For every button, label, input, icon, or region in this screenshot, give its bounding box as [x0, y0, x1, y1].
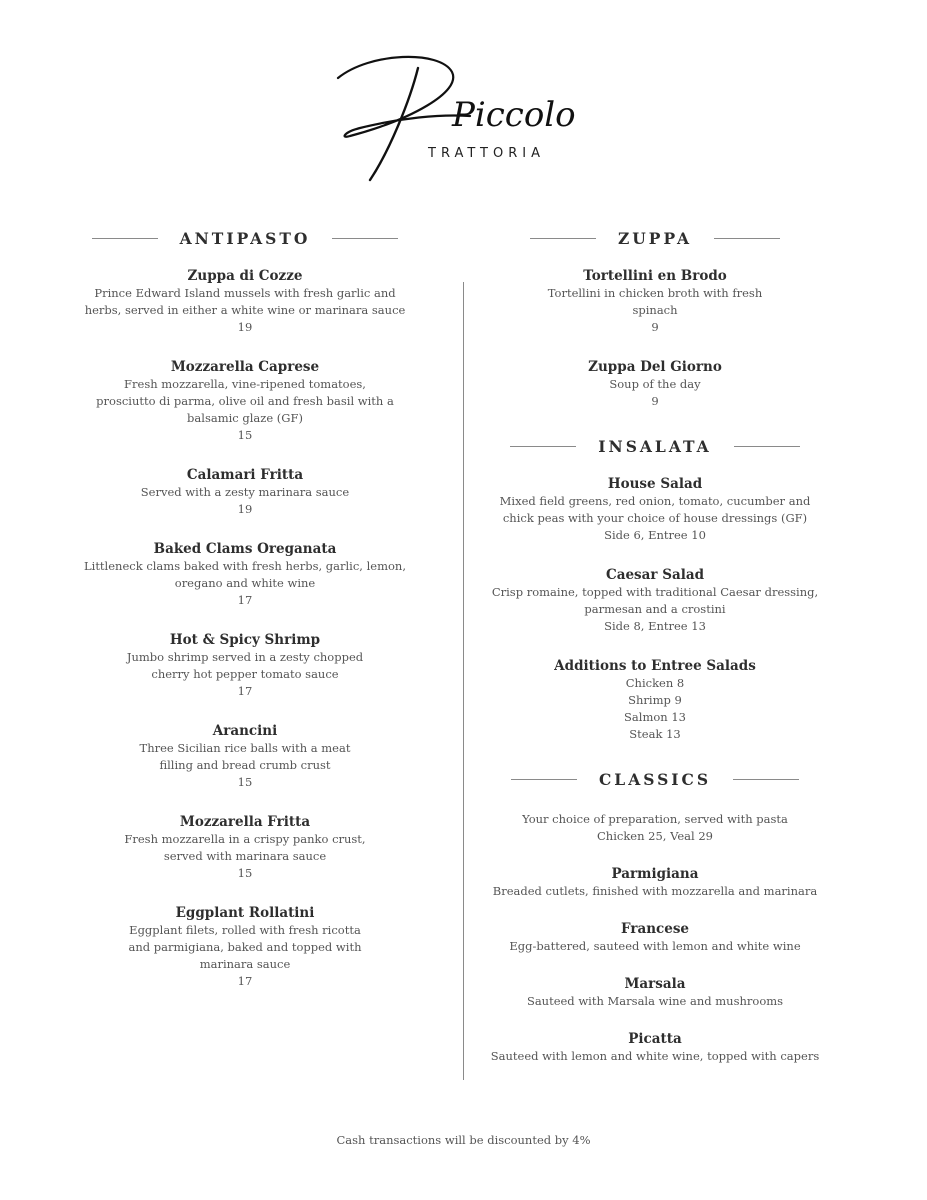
menu-item-description: Fresh mozzarella, vine-ripened tomatoes, — [124, 377, 366, 391]
menu-section-zuppa — [475, 222, 835, 410]
menu-item-description: 9 — [651, 320, 659, 334]
right-column — [475, 222, 835, 1065]
menu-item-description: 15 — [237, 775, 253, 789]
section-rule-left — [511, 779, 577, 780]
menu-item-description: Served with a zesty marinara sauce — [140, 485, 350, 499]
menu-item-description: chick peas with your choice of house dressings (GF) — [502, 511, 808, 525]
menu-section-antipasto — [60, 222, 430, 990]
menu-item-description: and parmigiana, baked and topped with — [128, 940, 362, 954]
menu-item — [60, 540, 430, 609]
menu-item-description: prosciutto di parma, olive oil and fresh basil with a — [96, 394, 394, 408]
menu-item-description: Side 8, Entree 13 — [604, 619, 706, 633]
menu-item-description: herbs, served in either a white wine or marinara sauce — [84, 303, 406, 317]
menu-item — [475, 1030, 835, 1065]
menu-item — [475, 566, 835, 635]
section-rule-left — [510, 446, 576, 447]
menu-item-name: Mozzarella Fritta — [179, 814, 311, 830]
menu-item-description: Prince Edward Island mussels with fresh garlic and — [94, 286, 396, 300]
menu-item-description: 9 — [651, 394, 659, 408]
menu-item-description: spinach — [632, 303, 678, 317]
menu-item-name: Francese — [620, 921, 690, 937]
menu-item-name: Calamari Fritta — [186, 467, 304, 483]
menu-item — [60, 904, 430, 990]
menu-item-description: 19 — [237, 320, 253, 334]
menu-item-description: 15 — [237, 428, 253, 442]
menu-item — [475, 475, 835, 544]
menu-item-description: Breaded cutlets, finished with mozzarella and marinara — [492, 884, 818, 898]
section-header — [475, 763, 835, 795]
menu-item-name: Tortellini en Brodo — [583, 268, 727, 284]
logo-graphic — [330, 40, 590, 190]
menu-item-name: Eggplant Rollatini — [175, 905, 315, 921]
menu-item-name: Marsala — [624, 976, 686, 992]
menu-item-name: Caesar Salad — [605, 567, 705, 583]
menu-item — [475, 358, 835, 410]
menu-item — [60, 267, 430, 336]
menu-item-description: Three Sicilian rice balls with a meat — [139, 741, 351, 755]
menu-item-description: Side 6, Entree 10 — [604, 528, 706, 542]
section-title: INSALATA — [598, 436, 712, 456]
menu-item-description: filling and bread crumb crust — [159, 758, 331, 772]
menu-section-classics — [475, 763, 835, 1065]
menu-item-description: parmesan and a crostini — [584, 602, 726, 616]
menu-item — [60, 722, 430, 791]
section-title: ZUPPA — [617, 228, 693, 248]
menu-item-name: House Salad — [607, 476, 703, 492]
section-intro-line: Chicken 25, Veal 29 — [597, 829, 713, 843]
restaurant-logo — [330, 40, 590, 190]
menu-item-description: Mixed field greens, red onion, tomato, cucumber and — [499, 494, 811, 508]
section-title: ANTIPASTO — [179, 228, 311, 248]
menu-item-description: Jumbo shrimp served in a zesty chopped — [126, 650, 364, 664]
menu-item-description: Soup of the day — [609, 377, 701, 391]
menu-item-description: balsamic glaze (GF) — [187, 411, 303, 425]
menu-item-name: Additions to Entree Salads — [554, 658, 756, 674]
section-header — [60, 222, 430, 254]
menu-item-description: Shrimp 9 — [628, 693, 682, 707]
menu-item-description: 19 — [237, 502, 253, 516]
menu-item — [475, 920, 835, 955]
menu-item-description: Sauteed with Marsala wine and mushrooms — [526, 994, 784, 1008]
logo-script-text: Piccolo — [452, 95, 576, 135]
menu-item-description: 15 — [237, 866, 253, 880]
menu-item — [60, 466, 430, 518]
section-intro — [475, 811, 835, 845]
menu-item-description: Salmon 13 — [624, 710, 686, 724]
menu-item-description: Chicken 8 — [625, 676, 685, 690]
menu-item — [60, 358, 430, 444]
menu-item-description: marinara sauce — [199, 957, 291, 971]
left-column — [60, 222, 430, 990]
section-rule-right — [733, 779, 799, 780]
section-rule-right — [734, 446, 800, 447]
menu-item-description: oregano and white wine — [174, 576, 316, 590]
menu-item-description: Crisp romaine, topped with traditional Caesar dressing, — [491, 585, 819, 599]
menu-item-description: Sauteed with lemon and white wine, topped with capers — [490, 1049, 820, 1063]
menu-item-description: Tortellini in chicken broth with fresh — [547, 286, 763, 300]
menu-item-name: Parmigiana — [611, 866, 699, 882]
menu-item-description: 17 — [237, 593, 253, 607]
section-title: CLASSICS — [598, 769, 712, 789]
menu-item — [475, 975, 835, 1010]
menu-item — [475, 267, 835, 336]
logo-subtitle: TRATTORIA — [428, 146, 545, 161]
menu-item-description: Fresh mozzarella in a crispy panko crust, — [124, 832, 366, 846]
footer-note: Cash transactions will be discounted by 4% — [336, 1133, 591, 1147]
menu-item-description: served with marinara sauce — [163, 849, 327, 863]
section-intro-line: Your choice of preparation, served with pasta — [522, 812, 788, 826]
menu-item-name: Zuppa Del Giorno — [588, 359, 722, 375]
section-rule-right — [714, 238, 780, 239]
menu-item-description: 17 — [237, 684, 253, 698]
section-header — [475, 222, 835, 254]
menu-item — [475, 657, 835, 743]
section-rule-right — [332, 238, 398, 239]
menu-item-description: 17 — [237, 974, 253, 988]
menu-item-name: Baked Clams Oreganata — [153, 541, 337, 557]
menu-item-description: Littleneck clams baked with fresh herbs, garlic, lemon, — [84, 559, 406, 573]
menu-item-name: Hot & Spicy Shrimp — [169, 632, 321, 648]
section-header — [475, 430, 835, 462]
menu-item-description: Eggplant filets, rolled with fresh ricotta — [129, 923, 361, 937]
section-rule-left — [92, 238, 158, 239]
menu-item-name: Arancini — [212, 723, 278, 739]
section-rule-left — [530, 238, 596, 239]
menu-item-description: Egg-battered, sauteed with lemon and white wine — [509, 939, 801, 953]
menu-item-description: Steak 13 — [629, 727, 681, 741]
menu-section-insalata — [475, 430, 835, 743]
column-divider — [463, 282, 464, 1080]
menu-item — [60, 813, 430, 882]
menu-item-name: Zuppa di Cozze — [187, 268, 303, 284]
menu-item-name: Mozzarella Caprese — [170, 359, 320, 375]
menu-item-name: Picatta — [628, 1031, 682, 1047]
menu-item — [475, 865, 835, 900]
menu-item-description: cherry hot pepper tomato sauce — [151, 667, 339, 681]
menu-item — [60, 631, 430, 700]
